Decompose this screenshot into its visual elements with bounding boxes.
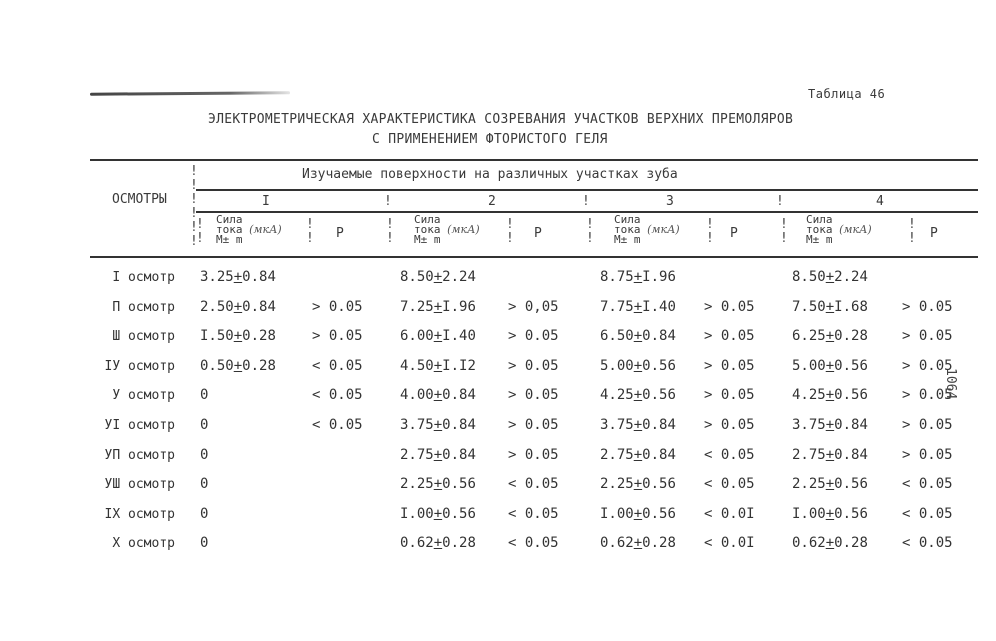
error-value: I.I2 <box>442 357 476 374</box>
significance-value: > 0.05 <box>508 417 559 433</box>
significance-value: < 0.0I <box>704 535 755 552</box>
significance-value: > 0.05 <box>902 446 953 463</box>
error-value: 0.84 <box>642 446 676 463</box>
significance-value: > 0.05 <box>508 387 559 404</box>
p-header-1: Р <box>336 226 344 241</box>
mean-value: 8.75 <box>600 269 634 285</box>
plus-minus-sign: + <box>825 357 835 374</box>
sila-label: Сила <box>614 213 641 226</box>
divider-mark: ! ! <box>586 217 594 246</box>
mean-value-cell <box>400 476 476 492</box>
row-label: УШ осмотр <box>104 477 175 493</box>
divider-mark: ! <box>384 194 392 209</box>
significance-value: < 0.05 <box>312 357 363 374</box>
mean-value-cell <box>792 387 868 403</box>
significance-value: > 0.05 <box>508 328 559 345</box>
mka-unit: (мкА) <box>249 223 282 236</box>
header-bottom-rule <box>90 256 978 258</box>
sila-label: Сила <box>806 213 833 226</box>
row-label: П осмотр <box>112 299 175 315</box>
mean-value: I.00 <box>600 505 634 522</box>
mean-value-cell <box>200 476 208 492</box>
plus-minus-sign: + <box>433 269 443 285</box>
mean-value: 6.00 <box>400 328 434 345</box>
mean-value-cell <box>600 299 676 315</box>
mean-value: 8.50 <box>400 269 434 285</box>
section-4-label: 4 <box>876 194 884 209</box>
mean-value: 2.75 <box>400 446 434 463</box>
significance-value: > 0.05 <box>902 357 953 374</box>
error-value: 0.84 <box>834 446 868 463</box>
plus-minus-sign: + <box>433 446 443 463</box>
plus-minus-sign: + <box>433 476 443 493</box>
mean-value: 0.50 <box>200 357 234 374</box>
error-value: I.40 <box>642 298 676 315</box>
significance-value: > 0.05 <box>704 387 755 404</box>
error-value: 0.84 <box>242 298 276 315</box>
mean-value: 3.75 <box>400 417 434 433</box>
plus-minus-sign: + <box>825 328 835 345</box>
toka-text: тока <box>216 223 243 236</box>
mean-value: 2.25 <box>792 476 826 493</box>
significance-value: < 0.05 <box>508 505 559 522</box>
mean-value-cell <box>400 358 476 374</box>
mean-value-cell <box>792 447 868 463</box>
error-value: 0.84 <box>242 269 276 285</box>
error-value: I.96 <box>442 298 476 315</box>
sila-label: Сила <box>216 213 243 226</box>
mean-value-cell <box>400 299 476 315</box>
divider-mark: ! <box>776 194 784 209</box>
plus-minus-sign: + <box>633 298 643 315</box>
plus-minus-sign: + <box>825 298 835 315</box>
mean-value-cell <box>200 535 208 551</box>
mean-value-cell <box>400 269 476 285</box>
divider-mark: ! ! <box>196 217 204 246</box>
mean-value-cell <box>792 358 868 374</box>
mean-value: 0 <box>200 535 209 552</box>
divider-mark: ! ! <box>506 217 514 246</box>
mean-value: 0 <box>200 387 209 404</box>
error-value: 0.28 <box>642 535 676 552</box>
plus-minus-sign: + <box>633 535 643 552</box>
plus-minus-sign: + <box>633 446 643 463</box>
error-value: 0.56 <box>442 505 476 522</box>
mean-value-cell <box>792 417 868 433</box>
error-value: I.68 <box>834 298 868 315</box>
error-value: 0.56 <box>834 387 868 404</box>
mean-value: 7.50 <box>792 298 826 315</box>
significance-value: > 0.05 <box>508 357 559 374</box>
mean-value-cell <box>792 299 868 315</box>
plus-minus-sign: + <box>633 417 643 433</box>
mean-value-cell <box>400 417 476 433</box>
mean-value: 5.00 <box>600 357 634 374</box>
mean-value-cell <box>400 535 476 551</box>
error-value: 0.84 <box>834 417 868 433</box>
toka-text: тока <box>806 223 833 236</box>
table-label: Таблица 46 <box>808 87 886 101</box>
mean-value: 0.62 <box>400 535 434 552</box>
significance-value: < 0.05 <box>704 476 755 493</box>
mean-value-cell <box>792 476 868 492</box>
plus-minus-sign: + <box>633 387 643 404</box>
mean-value: 0 <box>200 505 209 522</box>
mean-value: 2.50 <box>200 298 234 315</box>
error-value: 0.28 <box>834 535 868 552</box>
plus-minus-sign: + <box>825 476 835 493</box>
mka-unit: (мкА) <box>647 223 680 236</box>
mean-value-cell <box>600 535 676 551</box>
significance-value: < 0.05 <box>902 505 953 522</box>
error-value: 0.28 <box>834 328 868 345</box>
mean-error-label: М± m <box>806 233 833 246</box>
mean-value-cell <box>200 358 276 374</box>
mean-value-cell <box>600 328 676 344</box>
mka-unit: (мкА) <box>447 223 480 236</box>
error-value: 2.24 <box>442 269 476 285</box>
plus-minus-sign: + <box>633 505 643 522</box>
significance-value: > 0.05 <box>704 417 755 433</box>
plus-minus-sign: + <box>825 387 835 404</box>
significance-value: < 0.05 <box>902 476 953 493</box>
row-label: Ш осмотр <box>112 329 175 345</box>
plus-minus-sign: + <box>825 417 835 433</box>
mean-value: 2.25 <box>600 476 634 493</box>
mean-value: 7.75 <box>600 298 634 315</box>
mean-value-cell <box>600 506 676 522</box>
error-value: I.96 <box>642 269 676 285</box>
mean-value: 2.75 <box>600 446 634 463</box>
p-header-2: Р <box>534 226 542 241</box>
divider-mark: ! ! <box>780 217 788 246</box>
divider-mark: ! ! <box>386 217 394 246</box>
sila-toka-header-2 <box>414 215 480 245</box>
error-value: 0.56 <box>834 476 868 493</box>
plus-minus-sign: + <box>633 269 643 285</box>
mean-value: 0.62 <box>600 535 634 552</box>
significance-value: < 0.05 <box>312 417 363 433</box>
error-value: 0.28 <box>442 535 476 552</box>
mean-value-cell <box>600 269 676 285</box>
error-value: 0.56 <box>642 476 676 493</box>
significance-value: < 0.0I <box>704 505 755 522</box>
error-value: 0.84 <box>442 417 476 433</box>
p-header-4: Р <box>930 226 938 241</box>
mean-value-cell <box>200 417 208 433</box>
mean-value: I.50 <box>200 328 234 345</box>
mean-value: 4.25 <box>792 387 826 404</box>
error-value: 0.56 <box>834 505 868 522</box>
mean-value-cell <box>400 447 476 463</box>
plus-minus-sign: + <box>633 328 643 345</box>
plus-minus-sign: + <box>433 505 443 522</box>
significance-value: > 0.05 <box>704 298 755 315</box>
plus-minus-sign: + <box>433 417 443 433</box>
plus-minus-sign: + <box>233 357 243 374</box>
mean-value-cell <box>792 328 868 344</box>
row-label: УП осмотр <box>104 447 175 463</box>
significance-value: > 0.05 <box>704 328 755 345</box>
toka-text: тока <box>614 223 641 236</box>
mean-value-cell <box>792 535 868 551</box>
mean-value: I.00 <box>792 505 826 522</box>
top-rule <box>90 159 978 161</box>
mean-error-label: М± m <box>614 233 641 246</box>
plus-minus-sign: + <box>633 476 643 493</box>
page-number: 1064 <box>943 368 958 400</box>
plus-minus-sign: + <box>825 505 835 522</box>
row-header-osmotry: ОСМОТРЫ <box>112 192 167 207</box>
p-header-3: Р <box>730 226 738 241</box>
section-1-label: I <box>262 194 270 209</box>
table-title-line2: С ПРИМЕНЕНИЕМ ФТОРИСТОГО ГЕЛЯ <box>372 132 608 147</box>
mean-value-cell <box>200 387 208 403</box>
plus-minus-sign: + <box>825 535 835 552</box>
mean-value: 3.75 <box>600 417 634 433</box>
plus-minus-sign: + <box>433 535 443 552</box>
significance-value: > 0.05 <box>902 387 953 404</box>
plus-minus-sign: + <box>825 269 835 285</box>
header-divider-marks: ! ! ! ! ! ! <box>190 164 198 249</box>
mean-value-cell <box>792 506 868 522</box>
plus-minus-sign: + <box>433 298 443 315</box>
error-value: 0.56 <box>642 387 676 404</box>
plus-minus-sign: + <box>433 357 443 374</box>
significance-value: < 0.05 <box>902 535 953 552</box>
plus-minus-sign: + <box>825 446 835 463</box>
mean-value: 2.75 <box>792 446 826 463</box>
row-label: X осмотр <box>112 536 175 552</box>
table-title-line1: ЭЛЕКТРОМЕТРИЧЕСКАЯ ХАРАКТЕРИСТИКА СОЗРЕВАНИЯ УЧАСТКОВ ВЕРХНИХ ПРЕМОЛЯРОВ <box>208 112 794 127</box>
error-value: 0.84 <box>642 328 676 345</box>
error-value: 0.56 <box>642 357 676 374</box>
mean-value: 0.62 <box>792 535 826 552</box>
significance-value: > 0.05 <box>902 417 953 433</box>
significance-value: > 0.05 <box>902 328 953 345</box>
sila-toka-header-4 <box>806 215 872 245</box>
row-label: IУ осмотр <box>104 358 175 374</box>
mean-value: 5.00 <box>792 357 826 374</box>
mean-value: 7.25 <box>400 298 434 315</box>
row-label: IX осмотр <box>104 506 175 522</box>
plus-minus-sign: + <box>233 269 243 285</box>
section-3-label: 3 <box>666 194 674 209</box>
significance-value: < 0.05 <box>704 446 755 463</box>
plus-minus-sign: + <box>233 298 243 315</box>
error-value: 0.56 <box>642 505 676 522</box>
mean-value-cell <box>600 447 676 463</box>
mean-value-cell <box>200 506 208 522</box>
divider-mark: ! ! <box>908 217 916 246</box>
mean-value-cell <box>200 447 208 463</box>
significance-value: > 0.05 <box>704 357 755 374</box>
row-label: У осмотр <box>112 388 175 404</box>
mean-value-cell <box>400 506 476 522</box>
significance-value: > 0.05 <box>508 446 559 463</box>
mean-value: 0 <box>200 476 209 493</box>
significance-value: > 0.05 <box>312 298 363 315</box>
mean-value-cell <box>400 387 476 403</box>
mean-value-cell <box>400 328 476 344</box>
mean-error-label: М± m <box>216 233 243 246</box>
group-rule <box>196 189 978 191</box>
mean-value: 6.50 <box>600 328 634 345</box>
mean-value-cell <box>200 269 276 285</box>
sila-toka-header-1 <box>216 215 282 245</box>
plus-minus-sign: + <box>433 328 443 345</box>
plus-minus-sign: + <box>633 357 643 374</box>
section-rule <box>196 211 978 213</box>
error-value: 0.84 <box>442 446 476 463</box>
error-value: 0.84 <box>442 387 476 404</box>
error-value: I.40 <box>442 328 476 345</box>
divider-mark: ! ! <box>306 217 314 246</box>
error-value: 0.28 <box>242 328 276 345</box>
plus-minus-sign: + <box>233 328 243 345</box>
section-2-label: 2 <box>488 194 496 209</box>
row-label: I осмотр <box>112 270 175 285</box>
error-value: 2.24 <box>834 269 868 285</box>
significance-value: > 0.05 <box>312 328 363 345</box>
error-value: 0.56 <box>442 476 476 493</box>
significance-value: > 0.05 <box>902 298 953 315</box>
divider-mark: ! <box>582 194 590 209</box>
mean-value: 3.25 <box>200 269 234 285</box>
mean-value: 0 <box>200 446 209 463</box>
sila-label: Сила <box>414 213 441 226</box>
significance-value: < 0.05 <box>312 387 363 404</box>
mean-value: 3.75 <box>792 417 826 433</box>
header-group-title: Изучаемые поверхности на различных участках зуба <box>302 167 678 182</box>
mean-value: 4.25 <box>600 387 634 404</box>
mean-value: 0 <box>200 417 209 433</box>
error-value: 0.84 <box>642 417 676 433</box>
mean-value-cell <box>600 358 676 374</box>
mean-value-cell <box>792 269 868 285</box>
mean-value: I.00 <box>400 505 434 522</box>
sila-toka-header-3 <box>614 215 680 245</box>
error-value: 0.28 <box>242 357 276 374</box>
pencil-mark <box>90 91 290 95</box>
mean-value: 4.50 <box>400 357 434 374</box>
mean-value-cell <box>200 299 276 315</box>
significance-value: < 0.05 <box>508 535 559 552</box>
mean-value: 2.25 <box>400 476 434 493</box>
divider-mark: ! ! <box>706 217 714 246</box>
mean-value-cell <box>600 476 676 492</box>
mean-value-cell <box>600 417 676 433</box>
mean-value-cell <box>600 387 676 403</box>
significance-value: < 0.05 <box>508 476 559 493</box>
mean-value: 8.50 <box>792 269 826 285</box>
mean-value: 4.00 <box>400 387 434 404</box>
toka-text: тока <box>414 223 441 236</box>
mean-value-cell <box>200 328 276 344</box>
error-value: 0.56 <box>834 357 868 374</box>
plus-minus-sign: + <box>433 387 443 404</box>
significance-value: > 0,05 <box>508 298 559 315</box>
row-label: УI осмотр <box>104 418 175 433</box>
mean-error-label: М± m <box>414 233 441 246</box>
mean-value: 6.25 <box>792 328 826 345</box>
mka-unit: (мкА) <box>839 223 872 236</box>
